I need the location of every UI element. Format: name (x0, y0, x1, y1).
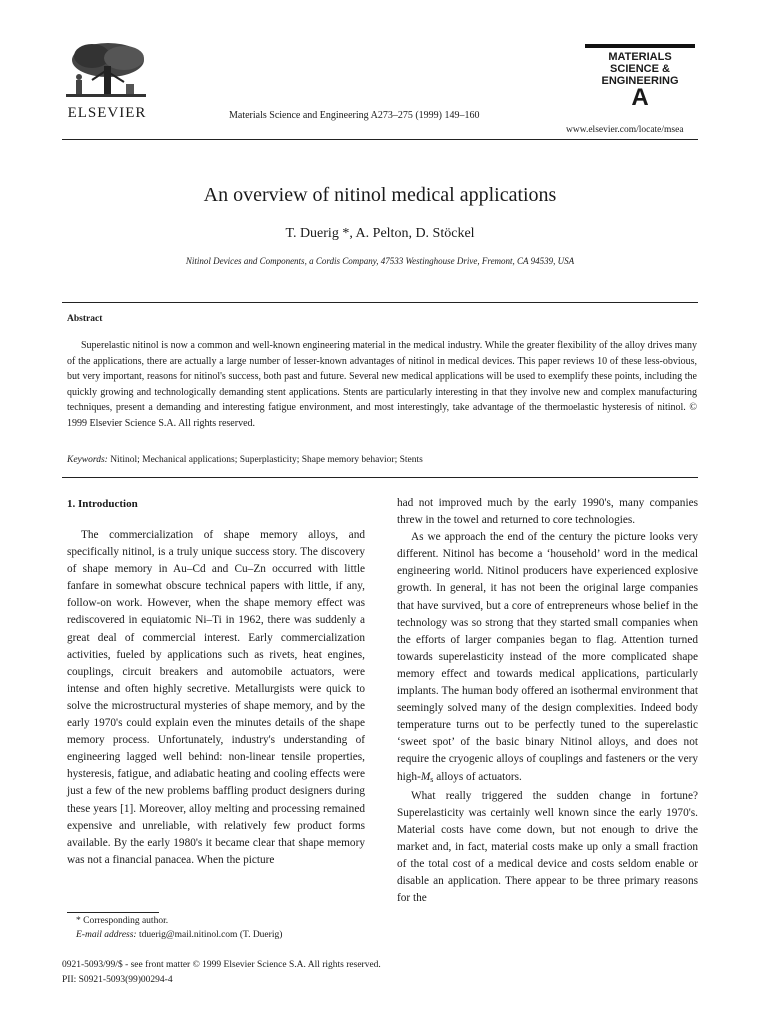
author-affiliation: Nitinol Devices and Components, a Cordis Company, 47533 Westinghouse Drive, Fremont, CA 94539, USA (185, 256, 575, 266)
abstract-text: Superelastic nitinol is now a common and well-known engineering material in the medical industry. While the greater flexibility of the alloy drives many of the applications, there are actually a large number of lesser-known advantages of nitinol in medical devices. This paper reviews 10 of these less-obvious, but very important, reasons for nitinol's success, both past and future. Several new medical applications will be used to exemplify these points, including the quickly growing and technologically demanding stent applications. Stents are particularly interesting in that they involve new and complex manufacturing techniques, present a demanding and interesting fatigue environment, and most interestingly, take advantage of the thermoelastic hysteresis of nitinol. © 1999 Elsevier Science S.A. All rights reserved. (67, 340, 697, 429)
footnote-rule (67, 912, 159, 913)
keywords-label: Keywords: (67, 455, 108, 465)
abstract-heading: Abstract (67, 314, 103, 324)
abstract-top-rule (62, 302, 698, 303)
journal-url[interactable]: www.elsevier.com/locate/msea (566, 125, 684, 135)
email-label: E-mail address: (76, 930, 137, 940)
copyright-line: 0921-5093/99/$ - see front matter © 1999 Elsevier Science S.A. All rights reserved. (62, 960, 381, 970)
section-heading-introduction: 1. Introduction (67, 498, 138, 510)
front-matter-info (62, 958, 381, 987)
keywords-list: Nitinol; Mechanical applications; Superplasticity; Shape memory behavior; Stents (110, 455, 423, 465)
paper-authors: T. Duerig *, A. Pelton, D. Stöckel (285, 226, 475, 241)
intro-paragraph-2: As we approach the end of the century the picture looks very different. Nitinol has become a ‘household’ word in the medical engineering world. Nitinol producers have experienced explosive growth. In general, it has not been the original large companies that have survived, but a core of entrepreneurs whose belief in the technology was so strong that they started small companies when the efforts of larger companies began to flag. Attention turned towards superelasticity instead of the more complicated shape memory effect and towards medical applications, particularly implants. The human body offered an isothermal environment that seemingly solved many of the design complexities. Indeed body temperature turns out to be perfectly tuned to the superelastic ‘sweet spot’ of the basic binary Nitinol alloys, and does not require the cryogenic alloys of couplings and fasteners or the very high-$M_s$ alloys of actuators. (397, 531, 698, 784)
intro-paragraph-continued: had not improved much by the early 1990's, many companies threw in the towel and returned to core technologies. (397, 497, 698, 527)
abstract-bottom-rule (62, 477, 698, 478)
journal-logo (585, 44, 695, 109)
corresponding-author-note: * Corresponding author. (76, 916, 169, 926)
footnote (67, 914, 282, 942)
publisher-name: ELSEVIER (67, 105, 147, 121)
journal-logo-line3: ENGINEERING (601, 75, 679, 87)
paper-title: An overview of nitinol medical applications (203, 184, 557, 206)
pii-line: PII: S0921-5093(99)00294-4 (62, 974, 173, 985)
journal-logo-line1: MATERIALS (608, 51, 672, 63)
email-address[interactable]: tduerig@mail.nitinol.com (T. Duerig) (136, 930, 283, 940)
left-column (67, 527, 365, 869)
email-line (67, 928, 282, 942)
journal-citation: Materials Science and Engineering A273–275 (1999) 149–160 (229, 110, 480, 121)
header-rule (62, 139, 698, 140)
elsevier-tree-logo (62, 40, 150, 102)
intro-paragraph-1: The commercialization of shape memory alloys, and specifically nitinol, is a truly unique success story. The discovery of shape memory in Au–Cd and Cu–Zn occurred with little fanfare in somewhat obscure technical papers with little, if any, follow-on work. However, when the shape memory effect was rediscovered in equiatomic Ni–Ti in 1962, there was suddenly a great deal of commercial interest. Early commercialization activities, fueled by applications such as rivets, heat engines, couplings, circuit breakers and automobile actuators, were intense and often highly secretive. Metallurgists were quick to solve the microstructural mysteries of shape memory, and by the early 1970's could explain even the minutes details of the shape memory process. Unfortunately, industry's understanding of engineering lagged well behind: non-linear tensile properties, hysteresis, fatigue, and adiabatic heating and cooling effects were just a few of the new problems baffling product designers during these years [1]. Moreover, alloy melting and processing remained expensive and unreliable, with relatively few product forms available. By the early 1980's it became clear that shape memory was not a financial panacea. When the picture (67, 529, 365, 866)
keywords (67, 455, 697, 465)
journal-logo-line2: SCIENCE & (610, 63, 670, 75)
journal-logo-letter: A (631, 84, 649, 111)
intro-paragraph-3: What really triggered the sudden change in fortune? Superelasticity was certainly well known since the early 1970's. Material costs have come down, but not enough to drive the market and, in fact, material costs make up only a small fraction of the total cost of a medical device and costs seldom enable or disable an application. There appear to be three primary reasons for the (397, 789, 698, 905)
right-column (397, 495, 698, 907)
